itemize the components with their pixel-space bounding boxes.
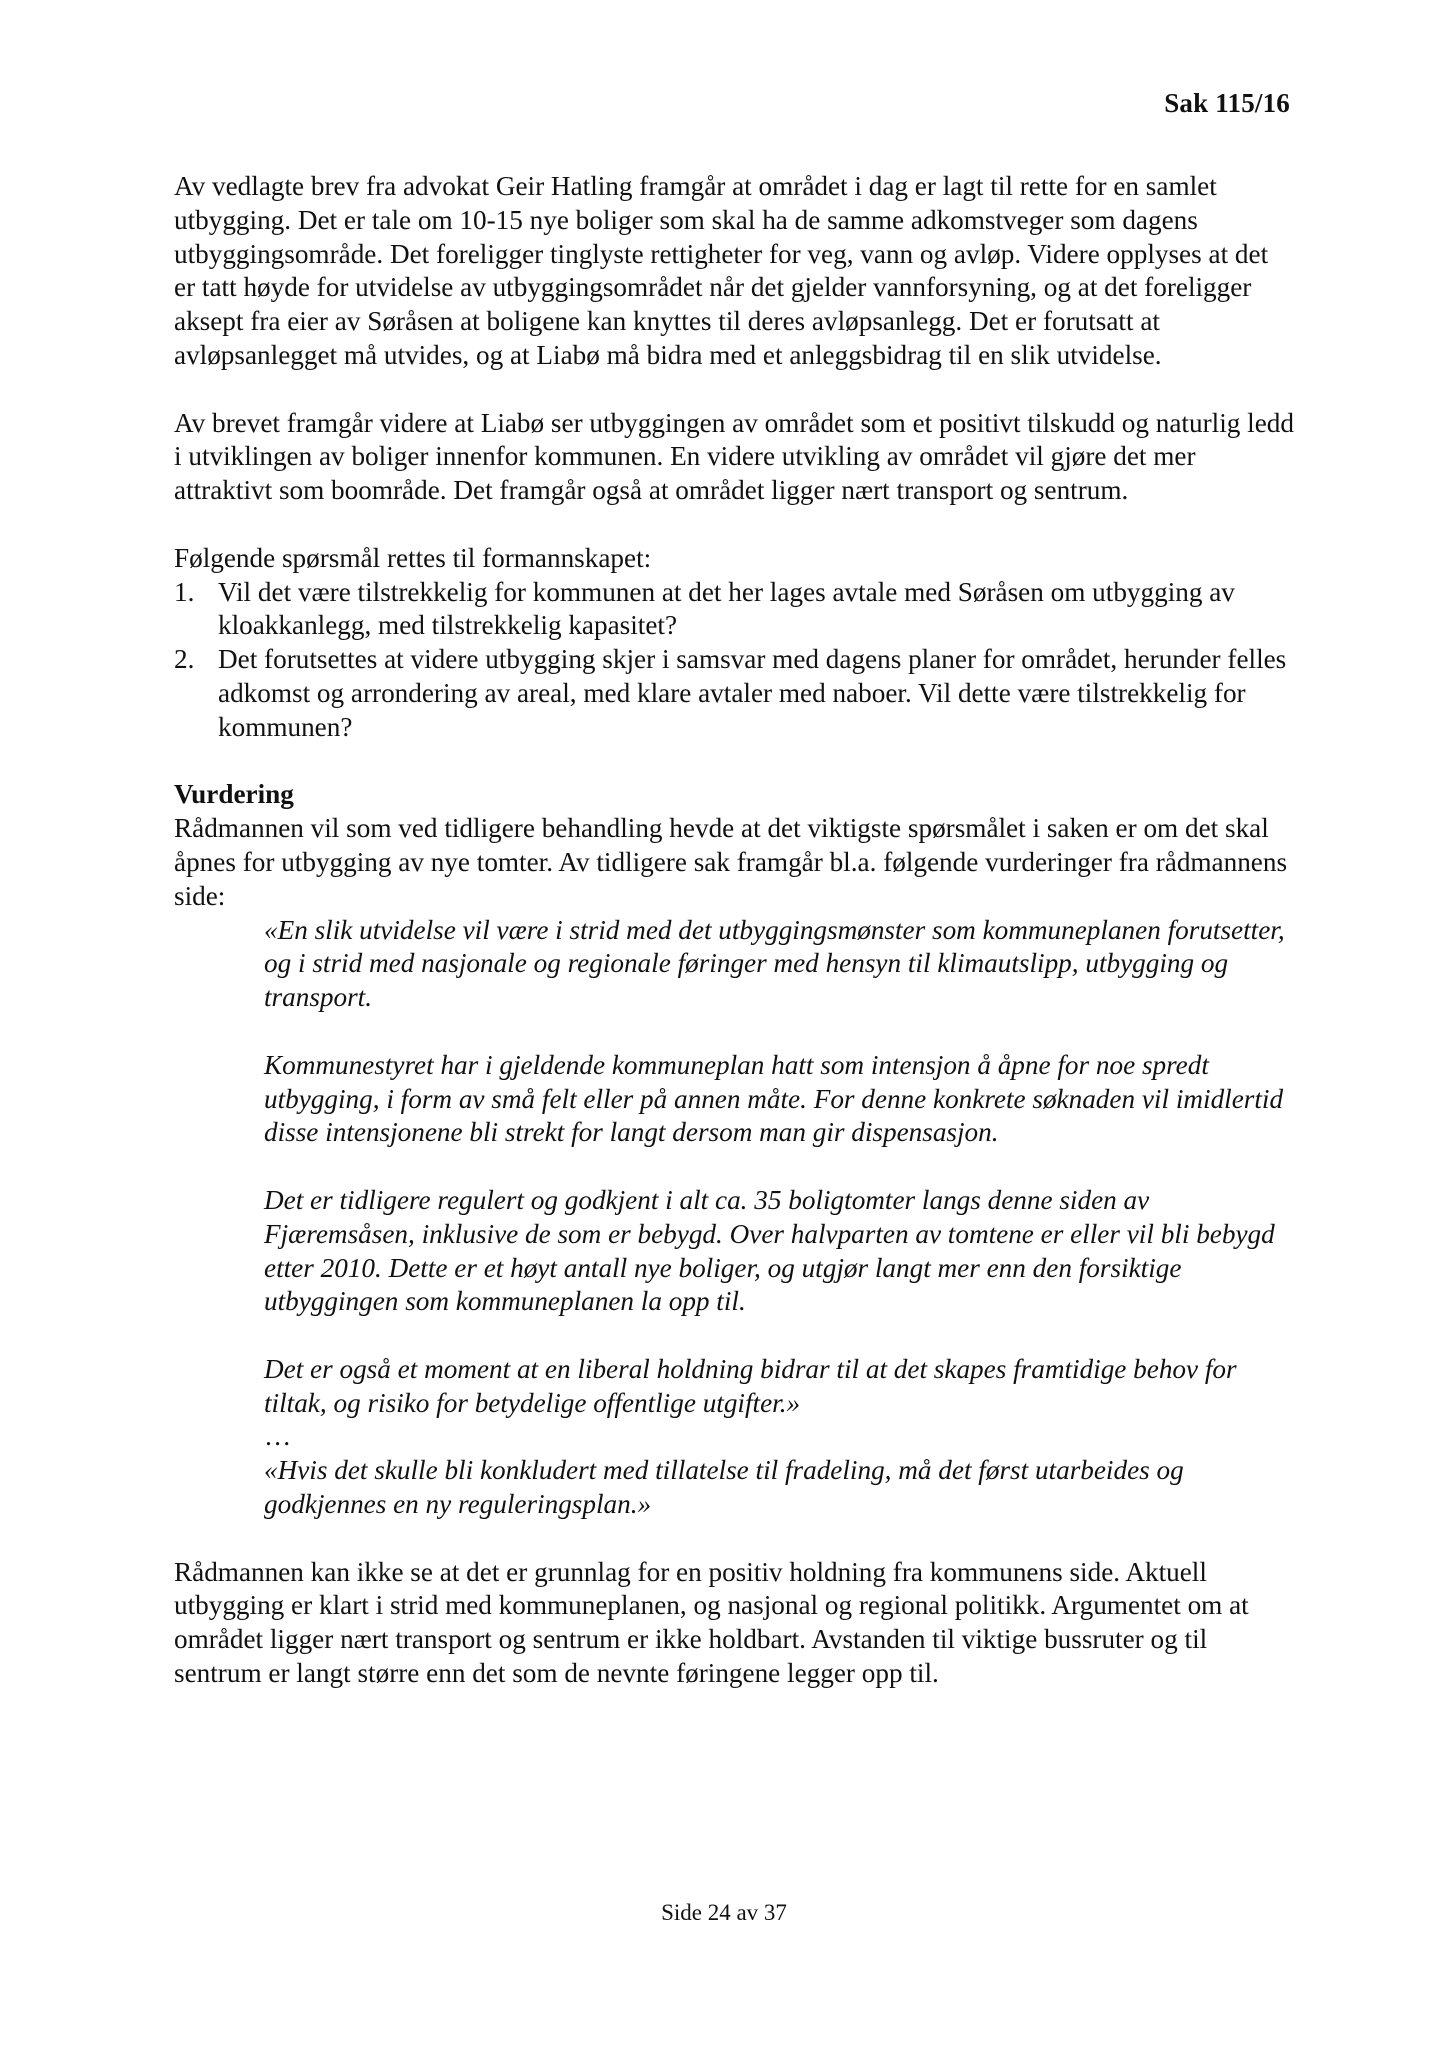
questions-list [174,576,1294,745]
question-text: Det forutsettes at videre utbygging skjer i samsvar med dagens planer for området, herunder felles adkomst og arrondering av areal, med klare avtaler med naboer. Vil dette være tilstrekkelig for kommunen? [218,644,1287,742]
quote-paragraph: Det er tidligere regulert og godkjent i alt ca. 35 boligtomter langs denne siden av Fjæremsåsen, inklusive de som er bebygd. Over halvparten av tomtene er eller vil bli bebygd etter 2010. Dette er et høyt antall nye boliger, og utgjør langt mer enn den forsiktige utbyggingen som kommuneplanen la opp til. [264,1184,1275,1317]
paragraph-letter-summary: Av vedlagte brev fra advokat Geir Hatling framgår at området i dag er lagt til rette for en samlet utbygging. Det er tale om 10-15 nye boliger som skal ha de samme adkomstveger som dagens utbyggingsområde. Det foreligger tinglyste rettigheter for veg, vann og avløp. Videre opplyses at det er tatt høyde for utvidelse av utbyggingsområdet når det gjelder vannforsyning, og at det foreligger aksept fra eier av Søråsen at boligene kan knyttes til deres avløpsanlegg. Det er forutsatt at avløpsanlegget må utvides, og at Liabø må bidra med et anleggsbidrag til en slik utvidelse. [174,171,1269,370]
section-heading-vurdering: Vurdering [174,779,294,810]
document-body [174,170,1294,1691]
question-text: Vil det være tilstrekkelig for kommunen at det her lages avtale med Søråsen om utbygging av kloakkanlegg, med tilstrekkelig kapasitet? [218,576,1235,641]
quoted-assessment [264,914,1294,1522]
quote-paragraph: «Hvis det skulle bli konkludert med tillatelse til fradeling, må det først utarbeides og godkjennes en ny reguleringsplan.» [264,1455,1184,1520]
question-number: 1. [174,576,195,607]
quote-paragraph: Kommunestyret har i gjeldende kommuneplan hatt som intensjon å åpne for noe spredt utbygging, i form av små felt eller på annen måte. For denne konkrete søknaden vil imidlertid disse intensjonene bli strekt for langt dersom man gir dispensasjon. [264,1049,1284,1148]
case-reference: Sak 115/16 [1164,88,1290,118]
question-item [174,576,1294,644]
quote-paragraph: Det er også et moment at en liberal holdning bidrar til at det skapes framtidige behov for tiltak, og risiko for betydelige offentlige utgifter.» [264,1353,1237,1418]
page-number: Side 24 av 37 [661,1900,787,1925]
quote-ellipsis: … [264,1421,292,1452]
question-item [174,643,1294,744]
paragraph-letter-continued: Av brevet framgår videre at Liabø ser utbyggingen av området som et positivt tilskudd og naturlig ledd i utviklingen av boliger innenfor kommunen. En videre utvikling av området vil gjøre det mer attraktivt som boområde. Det framgår også at området ligger nært transport og sentrum. [174,407,1294,506]
conclusion-paragraph: Rådmannen kan ikke se at det er grunnlag for en positiv holdning fra kommunens side. Aktuell utbygging er klart i strid med kommuneplanen, og nasjonal og regional politikk. Argumentet om at området ligger nært transport og sentrum er ikke holdbart. Avstanden til viktige bussruter og til sentrum er langt større enn det som de nevnte føringene legger opp til. [174,1556,1249,1689]
vurdering-intro: Rådmannen vil som ved tidligere behandling hevde at det viktigste spørsmålet i saken er om det skal åpnes for utbygging av nye tomter. Av tidligere sak framgår bl.a. følgende vurderinger fra rådmannens side: [174,813,1288,911]
questions-intro: Følgende spørsmål rettes til formannskapet: [174,542,652,573]
question-number: 2. [174,644,195,675]
quote-paragraph: «En slik utvidelse vil være i strid med det utbyggingsmønster som kommuneplanen forutsetter, og i strid med nasjonale og regionale føringer med hensyn til klimautslipp, utbygging og transport. [264,914,1285,1013]
